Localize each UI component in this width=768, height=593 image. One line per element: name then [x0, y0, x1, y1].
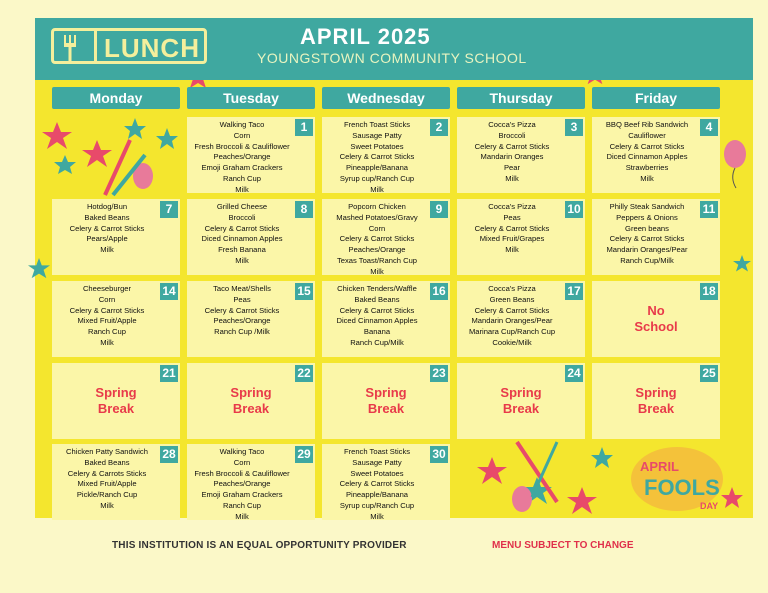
menu-item: French Toast Sticks [343, 447, 411, 456]
menu-item: Milk [505, 173, 519, 183]
menu-item: Mandarin Oranges/Pear [606, 245, 688, 255]
menu-item: Emoji Graham Crackers [201, 490, 283, 500]
menu-item: Celery & Carrot Sticks [474, 305, 550, 315]
menu-item: Pineapple/Banana [345, 490, 409, 500]
menu-item: Celery & Carrot Sticks [609, 141, 685, 151]
menu-item: Milk [100, 337, 114, 347]
day-number: 23 [430, 365, 448, 382]
day-number: 28 [160, 446, 178, 463]
menu-item: Celery & Carrot Sticks [204, 305, 280, 315]
menu-item: Milk [235, 255, 249, 265]
menu-item: Celery & Carrot Sticks [474, 223, 550, 233]
menu-list [461, 120, 563, 185]
menu-item: Celery & Carrot Sticks [69, 305, 145, 315]
menu-item: Diced Cinnamon Apples [606, 152, 688, 162]
notice-line: Spring [95, 385, 137, 400]
menu-item: Cauliflower [628, 130, 666, 140]
menu-item: Celery & Carrot Sticks [339, 305, 415, 315]
day-header-wednesday: Wednesday [322, 87, 450, 109]
svg-text:FOOLS: FOOLS [644, 475, 720, 500]
menu-list [56, 284, 158, 349]
notice-line: No [647, 303, 665, 318]
menu-item: Celery & Carrots Sticks [67, 468, 147, 478]
menu-item: Chicken Tenders/Waffle [337, 284, 417, 293]
menu-item: Syrup cup/Ranch Cup [339, 173, 415, 183]
notice-line: Break [637, 401, 675, 416]
badge-divider [94, 31, 97, 61]
no-school-notice [457, 385, 585, 417]
menu-item: Milk [370, 266, 384, 276]
menu-item: Ranch Cup /Milk [214, 327, 270, 337]
no-school-notice [52, 385, 180, 417]
menu-item: Milk [640, 173, 654, 183]
menu-item: BBQ Beef Rib Sandwich [605, 120, 689, 129]
menu-item: Diced Cinnamon Apples [201, 234, 283, 244]
menu-item: French Toast Sticks [343, 120, 411, 129]
day-cell [592, 363, 720, 439]
menu-item: Broccoli [228, 212, 256, 222]
day-cell [52, 444, 180, 520]
day-cell [592, 117, 720, 193]
menu-item: Banana [363, 327, 391, 337]
no-school-notice [322, 385, 450, 417]
menu-item: Ranch Cup/Milk [620, 255, 674, 265]
menu-item: Milk [100, 245, 114, 255]
day-number: 7 [160, 201, 178, 218]
menu-item: Mashed Potatoes/Gravy [336, 212, 418, 222]
menu-item: Cocca's Pizza [488, 120, 536, 129]
lunch-badge [51, 28, 207, 64]
menu-item: Walking Taco [219, 447, 265, 456]
menu-item: Milk [370, 511, 384, 521]
menu-item: Peaches/Orange [213, 316, 271, 326]
menu-item: Sweet Potatoes [350, 468, 404, 478]
menu-item: Pineapple/Banana [345, 163, 409, 173]
menu-list [326, 202, 428, 278]
day-header-monday: Monday [52, 87, 180, 109]
menu-list [596, 120, 698, 185]
day-number: 9 [430, 201, 448, 218]
no-school-notice [592, 303, 720, 335]
fork-icon [63, 35, 77, 61]
day-cell [457, 199, 585, 275]
menu-item: Cheeseburger [82, 284, 132, 293]
notice-line: Break [97, 401, 135, 416]
menu-item: Peppers & Onions [616, 212, 678, 222]
day-header-tuesday: Tuesday [187, 87, 315, 109]
menu-item: Ranch Cup/Milk [350, 337, 404, 347]
menu-item: Peaches/Orange [348, 245, 406, 255]
menu-item: Mandarin Oranges [480, 152, 544, 162]
menu-item: Hotdog/Bun [86, 202, 128, 211]
menu-list [461, 202, 563, 256]
menu-item: Strawberries [625, 163, 669, 173]
menu-item: Pear [503, 163, 521, 173]
day-cell [52, 199, 180, 275]
menu-item: Milk [235, 184, 249, 194]
menu-item: Taco Meat/Shells [213, 284, 271, 293]
day-cell [457, 281, 585, 357]
menu-item: Cocca's Pizza [488, 284, 536, 293]
menu-item: Celery & Carrot Sticks [474, 141, 550, 151]
lunch-label: LUNCH [104, 33, 200, 63]
menu-item: Pears/Apple [86, 234, 128, 244]
menu-item: Fresh Banana [218, 245, 266, 255]
day-cell [322, 363, 450, 439]
balloon-icon [722, 140, 748, 190]
notice-line: Spring [230, 385, 272, 400]
notice-line: School [634, 319, 678, 334]
day-number: 21 [160, 365, 178, 382]
menu-item: Peas [233, 294, 251, 304]
menu-list [191, 120, 293, 196]
day-cell [187, 444, 315, 520]
no-school-notice [187, 385, 315, 417]
day-cell [187, 199, 315, 275]
day-cell [187, 281, 315, 357]
day-cell [457, 117, 585, 193]
day-cell [322, 281, 450, 357]
notice-line: Spring [500, 385, 542, 400]
svg-text:APRIL: APRIL [640, 459, 679, 474]
menu-list [326, 284, 428, 349]
april-fools-art [462, 437, 752, 522]
day-cell [187, 117, 315, 193]
day-number: 25 [700, 365, 718, 382]
day-cell [322, 199, 450, 275]
day-number: 16 [430, 283, 448, 300]
menu-item: Peaches/Orange [213, 152, 271, 162]
menu-item: Baked Beans [354, 294, 400, 304]
day-cell [187, 363, 315, 439]
menu-list [56, 202, 158, 256]
menu-item: Celery & Carrot Sticks [339, 152, 415, 162]
menu-item: Green Beans [489, 294, 535, 304]
star-icon [28, 258, 50, 280]
menu-item: Celery & Carrot Sticks [609, 234, 685, 244]
menu-item: Peaches/Orange [213, 479, 271, 489]
menu-item: Emoji Graham Crackers [201, 163, 283, 173]
equal-opportunity-notice: THIS INSTITUTION IS AN EQUAL OPPORTUNITY PROVIDER [112, 540, 407, 551]
menu-item: Fresh Broccoli & Cauliflower [194, 468, 290, 478]
notice-line: Spring [635, 385, 677, 400]
menu-item: Celery & Carrot Sticks [339, 479, 415, 489]
school-name: YOUNGSTOWN COMMUNITY SCHOOL [257, 50, 527, 66]
menu-item: Chicken Patty Sandwich [66, 447, 148, 456]
menu-item: Celery & Carrot Sticks [339, 234, 415, 244]
day-cell [322, 444, 450, 520]
menu-item: Sausage Patty [352, 130, 402, 140]
menu-item: Walking Taco [219, 120, 265, 129]
menu-item: Syrup cup/Ranch Cup [339, 500, 415, 510]
menu-item: Peas [503, 212, 521, 222]
day-header-thursday: Thursday [457, 87, 585, 109]
menu-item: Grilled Cheese [216, 202, 268, 211]
day-number: 2 [430, 119, 448, 136]
day-number: 29 [295, 446, 313, 463]
menu-item: Broccoli [498, 130, 526, 140]
menu-item: Corn [368, 223, 386, 233]
menu-item: Diced Cinnamon Apples [336, 316, 418, 326]
menu-list [461, 284, 563, 349]
page-title: APRIL 2025 [300, 24, 431, 49]
menu-item: Pickle/Ranch Cup [76, 490, 138, 500]
menu-list [191, 202, 293, 267]
fireworks-decoration [35, 110, 185, 200]
menu-item: Ranch Cup [223, 500, 261, 510]
menu-item: Milk [370, 184, 384, 194]
menu-item: Green beans [625, 223, 669, 233]
day-number: 1 [295, 119, 313, 136]
menu-list [326, 120, 428, 196]
menu-item: Fresh Broccoli & Cauliflower [194, 141, 290, 151]
menu-item: Corn [233, 457, 251, 467]
menu-list [326, 447, 428, 523]
day-number: 11 [700, 201, 718, 218]
menu-item: Baked Beans [84, 457, 130, 467]
menu-list [596, 202, 698, 267]
notice-line: Break [367, 401, 405, 416]
menu-item: Milk [235, 511, 249, 521]
menu-item: Milk [505, 245, 519, 255]
day-number: 4 [700, 119, 718, 136]
menu-list [56, 447, 158, 512]
menu-item: Mixed Fruit/Grapes [479, 234, 545, 244]
no-school-notice [592, 385, 720, 417]
menu-item: Celery & Carrot Sticks [69, 223, 145, 233]
menu-item: Milk [100, 500, 114, 510]
menu-item: Cookie/Milk [492, 337, 532, 347]
day-number: 22 [295, 365, 313, 382]
notice-line: Break [232, 401, 270, 416]
menu-list [191, 447, 293, 523]
menu-item: Ranch Cup [223, 173, 261, 183]
menu-item: Mixed Fruit/Apple [77, 479, 137, 489]
menu-item: Mixed Fruit/Apple [77, 316, 137, 326]
day-number: 8 [295, 201, 313, 218]
notice-line: Break [502, 401, 540, 416]
star-icon [733, 255, 751, 273]
day-number: 14 [160, 283, 178, 300]
day-number: 18 [700, 283, 718, 300]
menu-item: Sausage Patty [352, 457, 402, 467]
menu-item: Philly Steak Sandwich [609, 202, 685, 211]
menu-item: Cocca's Pizza [488, 202, 536, 211]
day-header-friday: Friday [592, 87, 720, 109]
menu-item: Sweet Potatoes [350, 141, 404, 151]
day-cell [322, 117, 450, 193]
day-number: 10 [565, 201, 583, 218]
menu-item: Popcorn Chicken [348, 202, 406, 211]
svg-text:DAY: DAY [700, 501, 719, 511]
day-cell [592, 281, 720, 357]
day-number: 17 [565, 283, 583, 300]
menu-item: Marinara Cup/Ranch Cup [468, 327, 556, 337]
day-number: 30 [430, 446, 448, 463]
day-number: 24 [565, 365, 583, 382]
day-number: 15 [295, 283, 313, 300]
menu-item: Celery & Carrot Sticks [204, 223, 280, 233]
menu-item: Texas Toast/Ranch Cup [336, 255, 418, 265]
menu-item: Mandarin Oranges/Pear [471, 316, 553, 326]
day-cell [52, 281, 180, 357]
menu-item: Corn [98, 294, 116, 304]
notice-line: Spring [365, 385, 407, 400]
menu-list [191, 284, 293, 338]
menu-change-notice: MENU SUBJECT TO CHANGE [492, 540, 634, 551]
menu-item: Ranch Cup [88, 327, 126, 337]
day-cell [457, 363, 585, 439]
day-cell [52, 363, 180, 439]
day-cell [592, 199, 720, 275]
menu-item: Corn [233, 130, 251, 140]
day-number: 3 [565, 119, 583, 136]
menu-item: Baked Beans [84, 212, 130, 222]
